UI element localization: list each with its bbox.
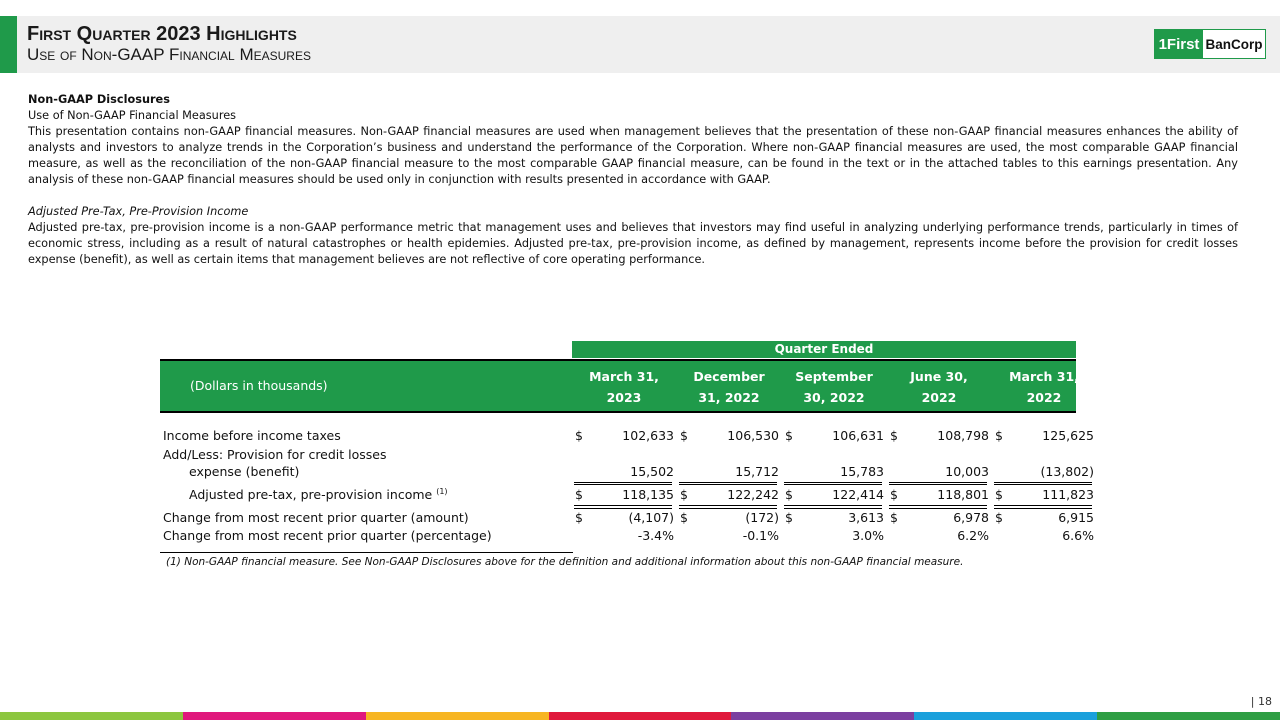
- column-header-4-line2: 2022: [921, 390, 957, 405]
- logo-bancorp-text: BanCorp: [1205, 36, 1263, 52]
- total-top-rule: [784, 484, 882, 485]
- cell-adjusted-2: 122,242: [727, 487, 779, 502]
- cell-underline: [679, 482, 777, 483]
- column-header-4: [887, 366, 991, 408]
- row-label-change-amount: Change from most recent prior quarter (amount): [163, 510, 469, 525]
- disclosures-subheading: Use of Non-GAAP Financial Measures: [28, 109, 237, 122]
- dollar-sign: $: [890, 487, 898, 502]
- cell-adjusted-1: 118,135: [622, 487, 674, 502]
- footnote-marker: (1): [436, 487, 448, 496]
- cell-underline: [574, 482, 672, 483]
- total-top-rule: [994, 484, 1092, 485]
- cell-underline: [994, 508, 1092, 509]
- column-header-5-line1: March 31,: [1009, 369, 1079, 384]
- row-label-income: Income before income taxes: [163, 428, 341, 443]
- disclosures-section: [28, 92, 1238, 268]
- bottom-bar-segment-6: [914, 712, 1097, 720]
- cell-adjusted-3: 122,414: [832, 487, 884, 502]
- dollar-sign: $: [995, 428, 1003, 443]
- dollar-sign: $: [575, 428, 583, 443]
- row-label-provision-2: expense (benefit): [189, 464, 300, 479]
- page-title: First Quarter 2023 Highlights: [27, 23, 297, 45]
- column-header-1-line2: 2023: [606, 390, 642, 405]
- row-label-adjusted-text: Adjusted pre-tax, pre-provision income: [189, 487, 433, 503]
- disclosures-heading: Non-GAAP Disclosures: [28, 93, 170, 106]
- page-subtitle: Use of Non-GAAP Financial Measures: [27, 45, 311, 64]
- cell-adjusted-5: 111,823: [1042, 487, 1094, 502]
- cell-change-pct-3: 3.0%: [852, 528, 884, 543]
- bottom-bar-segment-4: [549, 712, 732, 720]
- cell-income-4: 108,798: [937, 428, 989, 443]
- cell-provision-5: (13,802): [1040, 464, 1094, 479]
- table-header-rule: [160, 411, 1076, 413]
- cell-income-3: 106,631: [832, 428, 884, 443]
- cell-change-pct-5: 6.6%: [1062, 528, 1094, 543]
- cell-underline: [574, 508, 672, 509]
- footnote: (1) Non-GAAP financial measure. See Non-GAAP Disclosures above for the definition and additional information about this non-GAAP financial measure.: [166, 556, 964, 568]
- row-label-change-percentage: Change from most recent prior quarter (percentage): [163, 528, 492, 543]
- bottom-bar-segment-5: [731, 712, 914, 720]
- cell-underline: [679, 505, 777, 506]
- column-header-3-line2: 30, 2022: [803, 390, 865, 405]
- disclosures-paragraph-1: This presentation contains non-GAAP financial measures. Non-GAAP financial measures are used when management believes that the presentation of these non-GAAP financial measures enhances the ability of analysts and investors to analyze trends in the Corporation’s business and understand the performance of the Corporation. Where non-GAAP financial measures are used, the most comparable GAAP financial measure, as well as the reconciliation of the non-GAAP financial measure to the most comparable GAAP financial measure, can be found in the text or in the attached tables to this earnings presentation. Any analysis of these non-GAAP financial measures should be used only in conjunction with results presented in accordance with GAAP.: [28, 125, 1238, 186]
- adjusted-income-heading: Adjusted Pre-Tax, Pre-Provision Income: [28, 205, 249, 218]
- cell-income-2: 106,530: [727, 428, 779, 443]
- column-header-4-line1: June 30,: [910, 369, 968, 384]
- cell-underline: [994, 482, 1092, 483]
- cell-underline: [679, 508, 777, 509]
- page-number: | 18: [1250, 695, 1272, 708]
- cell-change-amount-2: (172): [745, 510, 779, 525]
- column-header-3: [782, 366, 886, 408]
- dollar-sign: $: [995, 510, 1003, 525]
- first-bancorp-logo: [1154, 29, 1266, 59]
- header-accent-bar: [0, 16, 17, 73]
- dollar-sign: $: [680, 428, 688, 443]
- column-header-2-line2: 31, 2022: [698, 390, 760, 405]
- cell-provision-3: 15,783: [840, 464, 884, 479]
- total-top-rule: [574, 484, 672, 485]
- dollar-sign: $: [575, 510, 583, 525]
- disclosures-paragraph-2: Adjusted pre-tax, pre-provision income is a non-GAAP performance metric that management uses and believes that investors may find useful in analyzing underlying performance trends, particularly in times of economic stress, including as a result of natural catastrophes or health epidemies. Adjusted pre-tax, pre-provision income, as defined by management, represents income before the provision for credit losses expense (benefit), as well as certain items that management believes are not reflective of core operating performance.: [28, 221, 1238, 266]
- cell-income-1: 102,633: [622, 428, 674, 443]
- quarter-ended-header: Quarter Ended: [572, 341, 1076, 358]
- cell-income-5: 125,625: [1042, 428, 1094, 443]
- dollar-sign: $: [785, 510, 793, 525]
- column-header-3-line1: September: [795, 369, 873, 384]
- bottom-bar-segment-1: [0, 712, 183, 720]
- dollar-sign: $: [785, 428, 793, 443]
- dollar-sign: $: [995, 487, 1003, 502]
- dollar-sign: $: [785, 487, 793, 502]
- header-band: [0, 16, 1280, 73]
- column-header-5: [992, 366, 1096, 408]
- cell-change-amount-4: 6,978: [953, 510, 989, 525]
- column-header-1: [572, 366, 676, 408]
- row-label-provision-1: Add/Less: Provision for credit losses: [163, 447, 387, 462]
- column-header-2: [677, 366, 781, 408]
- column-header-1-line1: March 31,: [589, 369, 659, 384]
- bottom-color-bar: [0, 712, 1280, 720]
- column-header-5-line2: 2022: [1026, 390, 1062, 405]
- dollar-sign: $: [890, 510, 898, 525]
- cell-underline: [889, 508, 987, 509]
- cell-provision-1: 15,502: [630, 464, 674, 479]
- cell-provision-4: 10,003: [945, 464, 989, 479]
- bottom-bar-segment-7: [1097, 712, 1280, 720]
- row-label-adjusted: [189, 487, 448, 502]
- cell-provision-2: 15,712: [735, 464, 779, 479]
- cell-underline: [889, 505, 987, 506]
- footnote-rule: [160, 552, 573, 553]
- cell-change-amount-1: (4,107): [628, 510, 674, 525]
- total-top-rule: [679, 484, 777, 485]
- dollar-sign: $: [575, 487, 583, 502]
- cell-underline: [889, 482, 987, 483]
- column-header-2-line1: December: [693, 369, 765, 384]
- dollar-sign: $: [680, 487, 688, 502]
- unit-label: (Dollars in thousands): [190, 378, 328, 393]
- cell-underline: [574, 505, 672, 506]
- total-top-rule: [889, 484, 987, 485]
- cell-underline: [784, 508, 882, 509]
- cell-change-pct-1: -3.4%: [637, 528, 674, 543]
- cell-adjusted-4: 118,801: [937, 487, 989, 502]
- table-header-band: [160, 361, 1079, 411]
- dollar-sign: $: [680, 510, 688, 525]
- dollar-sign: $: [890, 428, 898, 443]
- logo-first-mark: 1First: [1155, 30, 1203, 58]
- cell-change-amount-3: 3,613: [848, 510, 884, 525]
- cell-change-pct-2: -0.1%: [742, 528, 779, 543]
- cell-change-pct-4: 6.2%: [957, 528, 989, 543]
- cell-underline: [784, 505, 882, 506]
- bottom-bar-segment-2: [183, 712, 366, 720]
- cell-change-amount-5: 6,915: [1058, 510, 1094, 525]
- cell-underline: [784, 482, 882, 483]
- cell-underline: [994, 505, 1092, 506]
- bottom-bar-segment-3: [366, 712, 549, 720]
